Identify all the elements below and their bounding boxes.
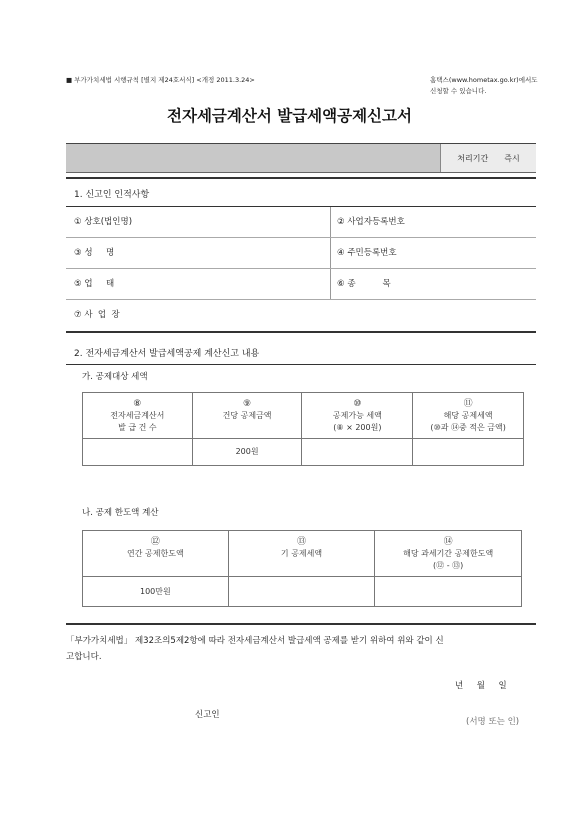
col-header-11	[413, 393, 524, 439]
name-field[interactable]: ③ 성 명	[74, 248, 115, 258]
col-header-14	[375, 531, 522, 577]
column-label	[193, 422, 302, 434]
circled-number: ⑪	[463, 398, 473, 409]
divider	[66, 623, 536, 625]
processing-period-value: 즉시	[504, 153, 520, 163]
column-label: 기 공제세액	[280, 548, 323, 558]
col-header-8	[83, 393, 193, 439]
col-header-9	[192, 393, 302, 439]
divider	[66, 177, 536, 179]
column-label: 발 급 건 수	[118, 422, 157, 432]
row-divider	[66, 299, 536, 300]
column-label: 전자세금계산서	[110, 410, 165, 420]
section1-heading: 1. 신고인 인적사항	[74, 190, 150, 200]
col-header-10	[302, 393, 413, 439]
divider	[66, 331, 536, 333]
value-cell-11[interactable]	[413, 439, 524, 466]
value-cell-9: 200원	[192, 439, 302, 466]
resident-registration-field[interactable]: ④ 주민등록번호	[337, 248, 397, 258]
business-registration-field[interactable]: ② 사업자등록번호	[337, 217, 405, 227]
column-label: (⑫ - ⑬)	[433, 560, 464, 570]
processing-period-box	[440, 144, 536, 172]
column-label: (⑩과 ⑭중 적은 금액)	[430, 422, 506, 432]
value-cell-8[interactable]	[83, 439, 193, 466]
subsection-a-heading: 가. 공제대상 세액	[82, 372, 148, 382]
col-header-13	[228, 531, 375, 577]
signature-field[interactable]: (서명 또는 인)	[466, 717, 520, 727]
value-cell-10[interactable]	[302, 439, 413, 466]
value-cell-12: 100만원	[83, 577, 229, 607]
business-place-field[interactable]: ⑦ 사 업 장	[74, 310, 120, 320]
column-label: 해당 과세기간 공제한도액	[403, 548, 494, 558]
deduction-limit-table	[82, 530, 522, 607]
col-header-12	[83, 531, 229, 577]
circled-number: ⑫	[150, 536, 160, 547]
business-type-field[interactable]: ⑤ 업 태	[74, 279, 115, 289]
hometax-note-line1: 홈택스(www.hometax.go.kr)에서도	[430, 76, 538, 84]
processing-bar	[66, 143, 536, 173]
column-label	[83, 560, 228, 572]
declaration-line1: 「부가가치세법」 제32조의5제2항에 따라 전자세금계산서 발급세액 공제를 받기 위하여 위와 같이 신	[66, 636, 444, 646]
business-item-field[interactable]: ⑥ 종 목	[337, 279, 391, 289]
form-title: 전자세금계산서 발급세액공제신고서	[167, 107, 412, 125]
hometax-note	[430, 75, 540, 97]
column-label: (⑧ × 200원)	[333, 422, 382, 432]
column-label: 해당 공제세액	[443, 410, 493, 420]
column-label	[229, 560, 375, 572]
column-label: 건당 공제금액	[222, 410, 272, 420]
circled-number: ⑩	[353, 398, 362, 409]
form-reference-note: ■ 부가가치세법 시행규칙 [별지 제24호서식] <개정 2011.3.24>	[66, 76, 255, 84]
applicant-label: 신고인	[195, 710, 220, 720]
column-divider	[330, 207, 331, 299]
subsection-b-heading: 나. 공제 한도액 계산	[82, 508, 159, 518]
declaration-date[interactable]: 년 월 일	[455, 681, 507, 691]
divider	[66, 206, 536, 207]
company-name-field[interactable]: ① 상호(법인명)	[74, 217, 133, 227]
circled-number: ⑬	[297, 536, 307, 547]
row-divider	[66, 268, 536, 269]
deduction-target-table	[82, 392, 524, 466]
divider	[66, 364, 536, 365]
value-cell-13[interactable]	[228, 577, 375, 607]
circled-number: ⑭	[443, 536, 453, 547]
row-divider	[66, 237, 536, 238]
hometax-note-line2: 신청할 수 있습니다.	[430, 87, 487, 95]
section2-heading: 2. 전자세금계산서 발급세액공제 계산신고 내용	[74, 349, 260, 359]
value-cell-14[interactable]	[375, 577, 522, 607]
column-label: 공제가능 세액	[332, 410, 382, 420]
declaration-line2: 고합니다.	[66, 652, 102, 662]
circled-number: ⑧	[133, 398, 142, 409]
column-label: 연간 공제한도액	[127, 548, 184, 558]
circled-number: ⑨	[243, 398, 252, 409]
processing-period-label: 처리기간	[457, 153, 489, 163]
